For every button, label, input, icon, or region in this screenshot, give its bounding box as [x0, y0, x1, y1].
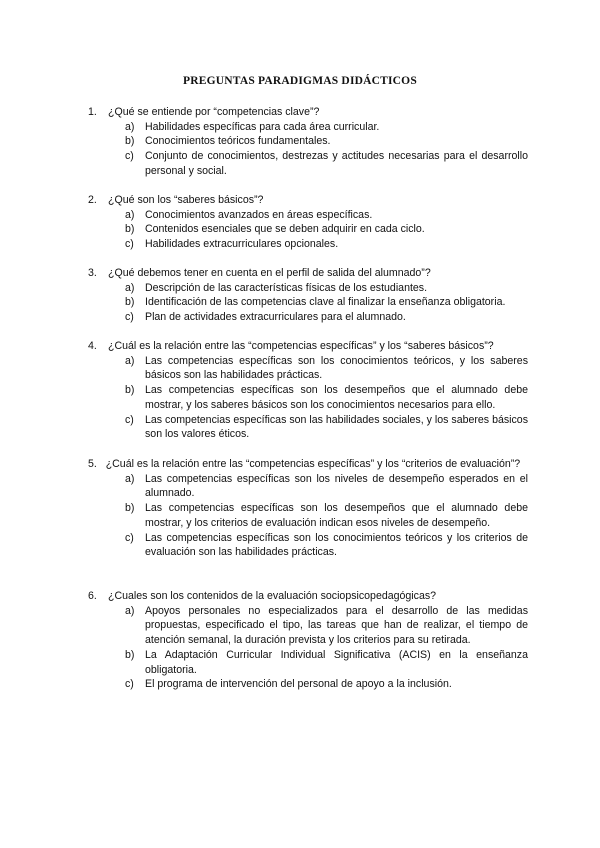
question-text: 5. ¿Cuál es la relación entre las “competencias específicas” y los “criterios de evaluación”? — [88, 458, 521, 470]
option-letter: a) — [125, 354, 135, 367]
option-a: a) Las competencias específicas son los conocimientos teóricos, y los saberes básicos son las habilidades prácticas. — [125, 354, 528, 382]
question-3 — [88, 266, 528, 325]
option-b: b) Las competencias específicas son los desempeños que el alumnado debe mostrar, y los saberes básicos son los conocimientos necesarios para ello. — [125, 384, 528, 411]
option-letter: a) — [125, 604, 135, 617]
option-letter: a) — [125, 472, 135, 485]
option-c: c) Plan de actividades extracurriculares para el alumnado. — [125, 311, 406, 324]
option-letter: c) — [125, 531, 134, 544]
option-b: b) Las competencias específicas son los desempeños que el alumnado debe mostrar, y los criterios de evaluación indican esos niveles de desempeño. — [125, 502, 528, 529]
option-letter: a) — [125, 281, 135, 294]
option-b: b) La Adaptación Curricular Individual Significativa (ACIS) en la enseñanza obligatoria. — [125, 648, 528, 676]
option-a: a) Descripción de las características físicas de los estudiantes. — [125, 281, 428, 294]
option-letter: b) — [125, 502, 135, 515]
option-letter: b) — [125, 296, 135, 309]
document-title: PREGUNTAS PARADIGMAS DIDÁCTICOS — [183, 75, 417, 87]
option-letter: b) — [125, 223, 135, 236]
option-letter: c) — [125, 238, 134, 251]
options-list — [88, 208, 528, 252]
question-text: 4. ¿Cuál es la relación entre las “competencias específicas” y los “saberes básicos”? — [88, 340, 494, 352]
question-number: 5. — [88, 458, 97, 470]
option-letter: c) — [125, 678, 134, 691]
options-list — [88, 120, 528, 179]
question-text: 3. ¿Qué debemos tener en cuenta en el perfil de salida del alumnado”? — [88, 267, 431, 279]
option-b: b) Contenidos esenciales que se deben adquirir en cada ciclo. — [125, 223, 425, 236]
option-a: a) Conocimientos avanzados en áreas específicas. — [125, 208, 373, 221]
options-list — [88, 354, 528, 442]
question-number: 1. — [88, 106, 97, 118]
options-list — [88, 281, 528, 325]
option-letter: a) — [125, 208, 135, 221]
option-letter: b) — [125, 135, 135, 148]
question-number: 2. — [88, 194, 97, 206]
option-c: c) Las competencias específicas son los conocimientos teóricos y los criterios de evaluación son las habilidades prácticas. — [125, 531, 528, 559]
option-letter: a) — [125, 120, 135, 133]
option-c: c) Habilidades extracurriculares opcionales. — [125, 238, 339, 251]
question-number: 3. — [88, 267, 97, 279]
question-6 — [88, 589, 528, 692]
option-letter: b) — [125, 384, 135, 397]
option-c: c) Las competencias específicas son las habilidades sociales, y los saberes básicos son los valores éticos. — [125, 413, 528, 441]
option-b: b) Conocimientos teóricos fundamentales. — [125, 135, 331, 148]
options-list — [88, 472, 528, 560]
option-letter: c) — [125, 311, 134, 324]
option-a: a) Habilidades específicas para cada área curricular. — [125, 120, 380, 133]
option-a: a) Las competencias específicas son los niveles de desempeño esperados en el alumnado. — [125, 472, 528, 500]
options-list — [88, 604, 528, 692]
option-letter: b) — [125, 648, 135, 661]
question-text: 2. ¿Qué son los “saberes básicos”? — [88, 194, 264, 206]
option-letter: c) — [125, 150, 134, 163]
question-number: 6. — [88, 590, 97, 602]
question-number: 4. — [88, 340, 97, 352]
question-2 — [88, 193, 528, 252]
option-letter: c) — [125, 413, 134, 426]
question-1 — [88, 105, 528, 179]
option-c: c) El programa de intervención del personal de apoyo a la inclusión. — [125, 678, 452, 691]
question-text: 6. ¿Cuales son los contenidos de la evaluación sociopsicopedagógicas? — [88, 590, 437, 602]
option-c: c) Conjunto de conocimientos, destrezas y actitudes necesarias para el desarrollo personal y social. — [125, 150, 528, 177]
question-text: 1. ¿Qué se entiende por “competencias clave”? — [88, 106, 320, 118]
question-5 — [88, 457, 528, 560]
option-b: b) Identificación de las competencias clave al finalizar la enseñanza obligatoria. — [125, 296, 506, 309]
question-4 — [88, 339, 528, 442]
option-a: a) Apoyos personales no especializados para el desarrollo de las medidas propuestas, especificado el tipo, las tareas que han de realizar, el tiempo de atención semanal, la duración prevista y los criterios para su retirada. — [125, 604, 528, 647]
